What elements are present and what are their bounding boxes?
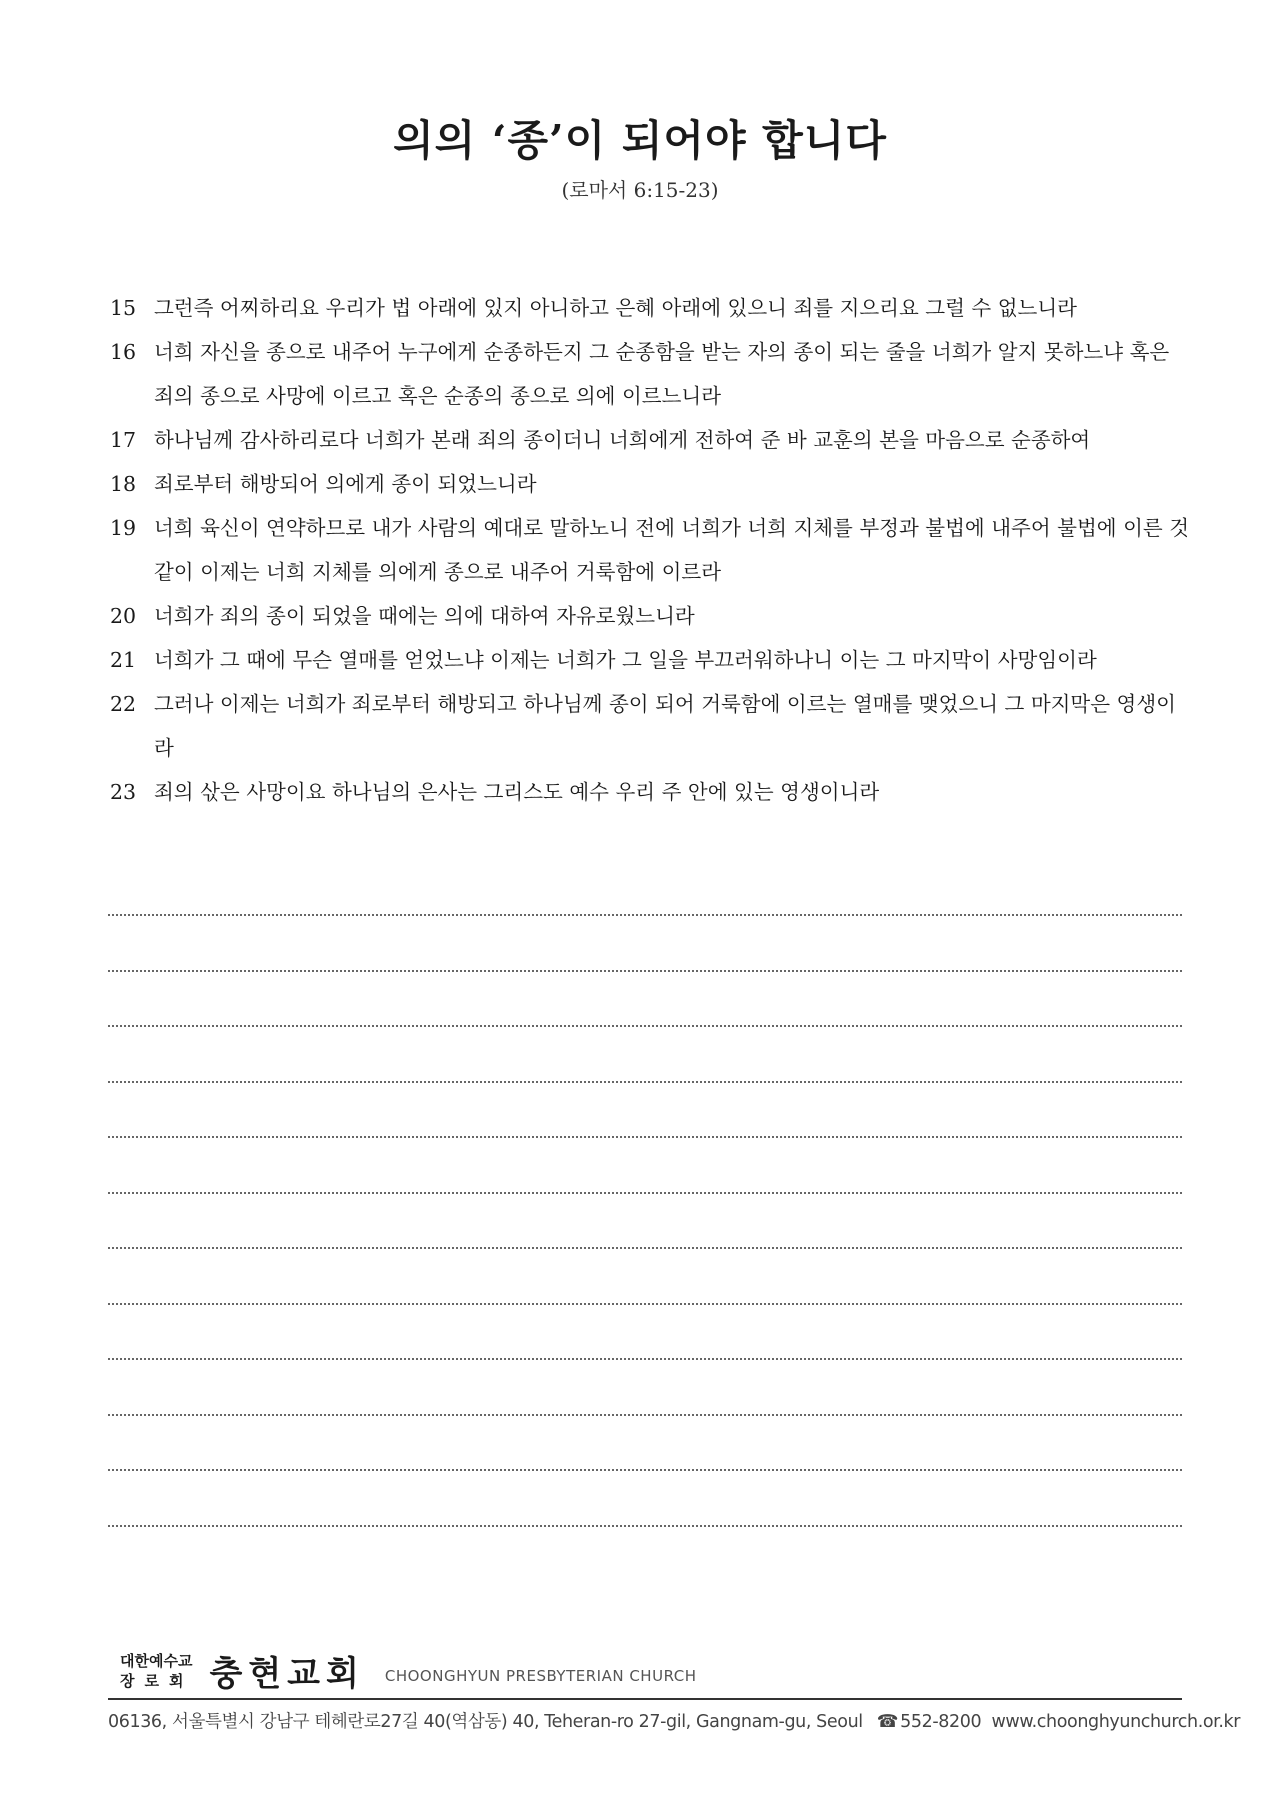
verse-text: 너희 자신을 종으로 내주어 누구에게 순종하든지 그 순종함을 받는 자의 종이 되는 줄을 너희가 알지 못하느냐 혹은 죄의 종으로 사망에 이르고 혹은 순종의 종으로 의에 이르느니라 <box>154 340 1170 408</box>
writing-line <box>108 1025 1182 1027</box>
verse-text: 너희가 그 때에 무슨 열매를 얻었느냐 이제는 너희가 그 일을 부끄러워하나니 이는 그 마지막이 사망임이라 <box>154 648 1097 672</box>
denomination-line1: 대한예수교 <box>120 1651 193 1670</box>
verse-item <box>110 638 1190 682</box>
verse-text: 죄로부터 해방되어 의에게 종이 되었느니라 <box>154 472 537 496</box>
verse-text: 그러나 이제는 너희가 죄로부터 해방되고 하나님께 종이 되어 거룩함에 이르는 열매를 맺었으니 그 마지막은 영생이라 <box>154 692 1176 760</box>
verse-text: 하나님께 감사하리로다 너희가 본래 죄의 종이더니 너희에게 전하여 준 바 교훈의 본을 마음으로 순종하여 <box>154 428 1091 452</box>
writing-line <box>108 1303 1182 1305</box>
verse-text: 너희 육신이 연약하므로 내가 사람의 예대로 말하노니 전에 너희가 너희 지체를 부정과 불법에 내주어 불법에 이른 것 같이 이제는 너희 지체를 의에게 종으로 내주어 거룩함에 이르라 <box>154 516 1190 584</box>
verse-list <box>110 286 1190 814</box>
verse-item <box>110 506 1190 594</box>
church-website[interactable]: www.choonghyunchurch.or.kr <box>991 1712 1241 1732</box>
verse-number: 22 <box>110 692 137 716</box>
verse-number: 19 <box>110 516 137 540</box>
writing-line <box>108 1081 1182 1083</box>
verse-number: 15 <box>110 296 137 320</box>
writing-lines <box>108 914 1182 1580</box>
verse-item <box>110 682 1190 770</box>
writing-line <box>108 1525 1182 1527</box>
writing-line <box>108 1192 1182 1194</box>
writing-line <box>108 970 1182 972</box>
writing-line <box>108 1414 1182 1416</box>
writing-line <box>108 1247 1182 1249</box>
writing-line <box>108 1358 1182 1360</box>
verse-number: 20 <box>110 604 137 628</box>
verse-item <box>110 462 1190 506</box>
page-title: 의의 ‘종’이 되어야 합니다 <box>393 116 887 165</box>
church-address: 06136, 서울특별시 강남구 테헤란로27길 40(역삼동) 40, Teheran-ro 27-gil, Gangnam-gu, Seoul <box>108 1712 863 1732</box>
church-name-en: CHOONGHYUN PRESBYTERIAN CHURCH <box>384 1666 697 1685</box>
writing-line <box>108 914 1182 916</box>
verse-item <box>110 286 1190 330</box>
verse-item <box>110 418 1190 462</box>
verse-number: 23 <box>110 780 137 804</box>
verse-number: 16 <box>110 340 137 364</box>
denomination-line2: 장로회 <box>120 1671 194 1690</box>
verse-text: 죄의 삯은 사망이요 하나님의 은사는 그리스도 예수 우리 주 안에 있는 영생이니라 <box>154 780 880 804</box>
footer-contact <box>108 1708 1241 1733</box>
denomination <box>120 1651 193 1691</box>
verse-text: 너희가 죄의 종이 되었을 때에는 의에 대하여 자유로웠느니라 <box>154 604 695 628</box>
verse-text: 그런즉 어찌하리요 우리가 법 아래에 있지 아니하고 은혜 아래에 있으니 죄를 지으리요 그럴 수 없느니라 <box>154 296 1077 320</box>
verse-item <box>110 330 1190 418</box>
verse-number: 21 <box>110 648 137 672</box>
writing-line <box>108 1136 1182 1138</box>
church-name-ko: 충현교회 <box>209 1654 365 1694</box>
phone-icon: ☎ <box>876 1712 899 1732</box>
writing-line <box>108 1469 1182 1471</box>
scripture-reference: (로마서 6:15-23) <box>561 178 719 202</box>
church-phone: 552-8200 <box>900 1712 982 1732</box>
verse-number: 17 <box>110 428 137 452</box>
verse-item <box>110 770 1190 814</box>
footer-divider <box>108 1698 1182 1700</box>
verse-number: 18 <box>110 472 137 496</box>
verse-item <box>110 594 1190 638</box>
church-logo <box>120 1646 697 1695</box>
